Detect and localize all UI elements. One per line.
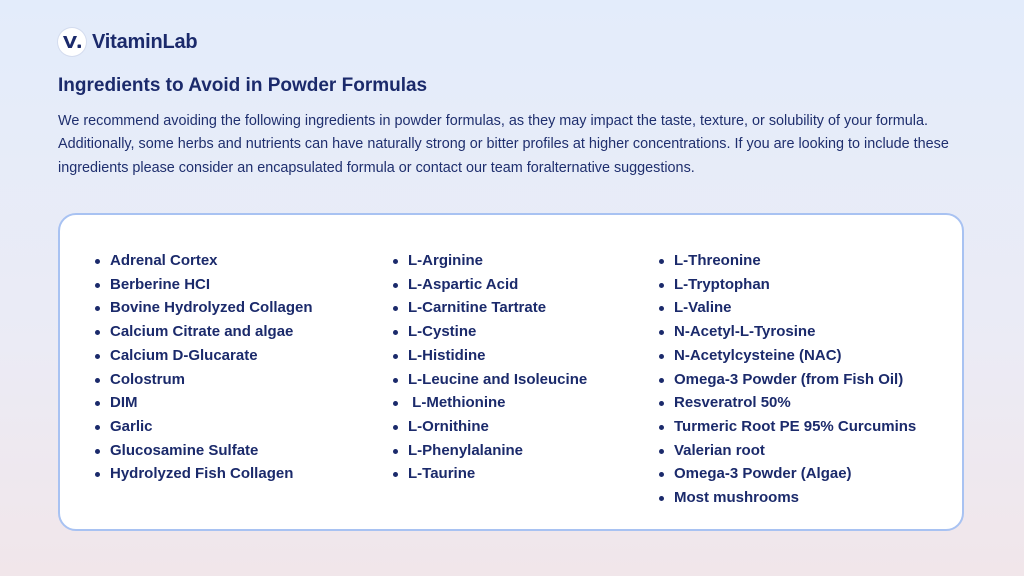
list-item: L-Arginine bbox=[391, 249, 587, 273]
list-item: L-Ornithine bbox=[391, 415, 587, 439]
page-title: Ingredients to Avoid in Powder Formulas bbox=[58, 75, 428, 96]
list-item: N-Acetylcysteine (NAC) bbox=[657, 344, 916, 368]
list-item: DIM bbox=[93, 391, 313, 415]
list-item: L-Phenylalanine bbox=[391, 439, 587, 463]
list-item: Most mushrooms bbox=[657, 486, 916, 510]
list-item: L-Cystine bbox=[391, 320, 587, 344]
list-item: L-Aspartic Acid bbox=[391, 273, 587, 297]
list-item: L-Histidine bbox=[391, 344, 587, 368]
list-item: Berberine HCI bbox=[93, 273, 313, 297]
intro-paragraph: We recommend avoiding the following ingredients in powder formulas, as they may impact the taste, texture, or solubility of your formula. Additionally, some herbs and nutrients can have naturally strong or bitter profiles at higher concentrations. If you are looking to include these ingredients please consider an encapsulated formula or contact our team foralternative suggestions. bbox=[58, 113, 949, 176]
logo-v-icon bbox=[58, 28, 86, 56]
list-item: Glucosamine Sulfate bbox=[93, 439, 313, 463]
ingredients-column-2 bbox=[391, 249, 587, 486]
list-item: Turmeric Root PE 95% Curcumins bbox=[657, 415, 916, 439]
ingredients-column-3 bbox=[657, 249, 916, 510]
list-item: L-Tryptophan bbox=[657, 273, 916, 297]
list-item: Hydrolyzed Fish Collagen bbox=[93, 462, 313, 486]
list-item: Adrenal Cortex bbox=[93, 249, 313, 273]
list-item: Omega-3 Powder (Algae) bbox=[657, 462, 916, 486]
list-item: Resveratrol 50% bbox=[657, 391, 916, 415]
list-item: Calcium Citrate and algae bbox=[93, 320, 313, 344]
list-item: Garlic bbox=[93, 415, 313, 439]
brand-name: VitaminLab bbox=[92, 30, 198, 53]
list-item: L-Leucine and Isoleucine bbox=[391, 368, 587, 392]
list-item: L-Taurine bbox=[391, 462, 587, 486]
list-item: L-Valine bbox=[657, 296, 916, 320]
list-item: Omega-3 Powder (from Fish Oil) bbox=[657, 368, 916, 392]
ingredients-column-1 bbox=[93, 249, 313, 486]
list-item: Bovine Hydrolyzed Collagen bbox=[93, 296, 313, 320]
list-item: L-Threonine bbox=[657, 249, 916, 273]
list-item: L-Methionine bbox=[391, 391, 587, 415]
brand-logo[interactable] bbox=[58, 27, 197, 57]
ingredients-card bbox=[58, 213, 964, 531]
list-item: L-Carnitine Tartrate bbox=[391, 296, 587, 320]
list-item: Valerian root bbox=[657, 439, 916, 463]
list-item: Calcium D-Glucarate bbox=[93, 344, 313, 368]
list-item: N-Acetyl-L-Tyrosine bbox=[657, 320, 916, 344]
list-item: Colostrum bbox=[93, 368, 313, 392]
